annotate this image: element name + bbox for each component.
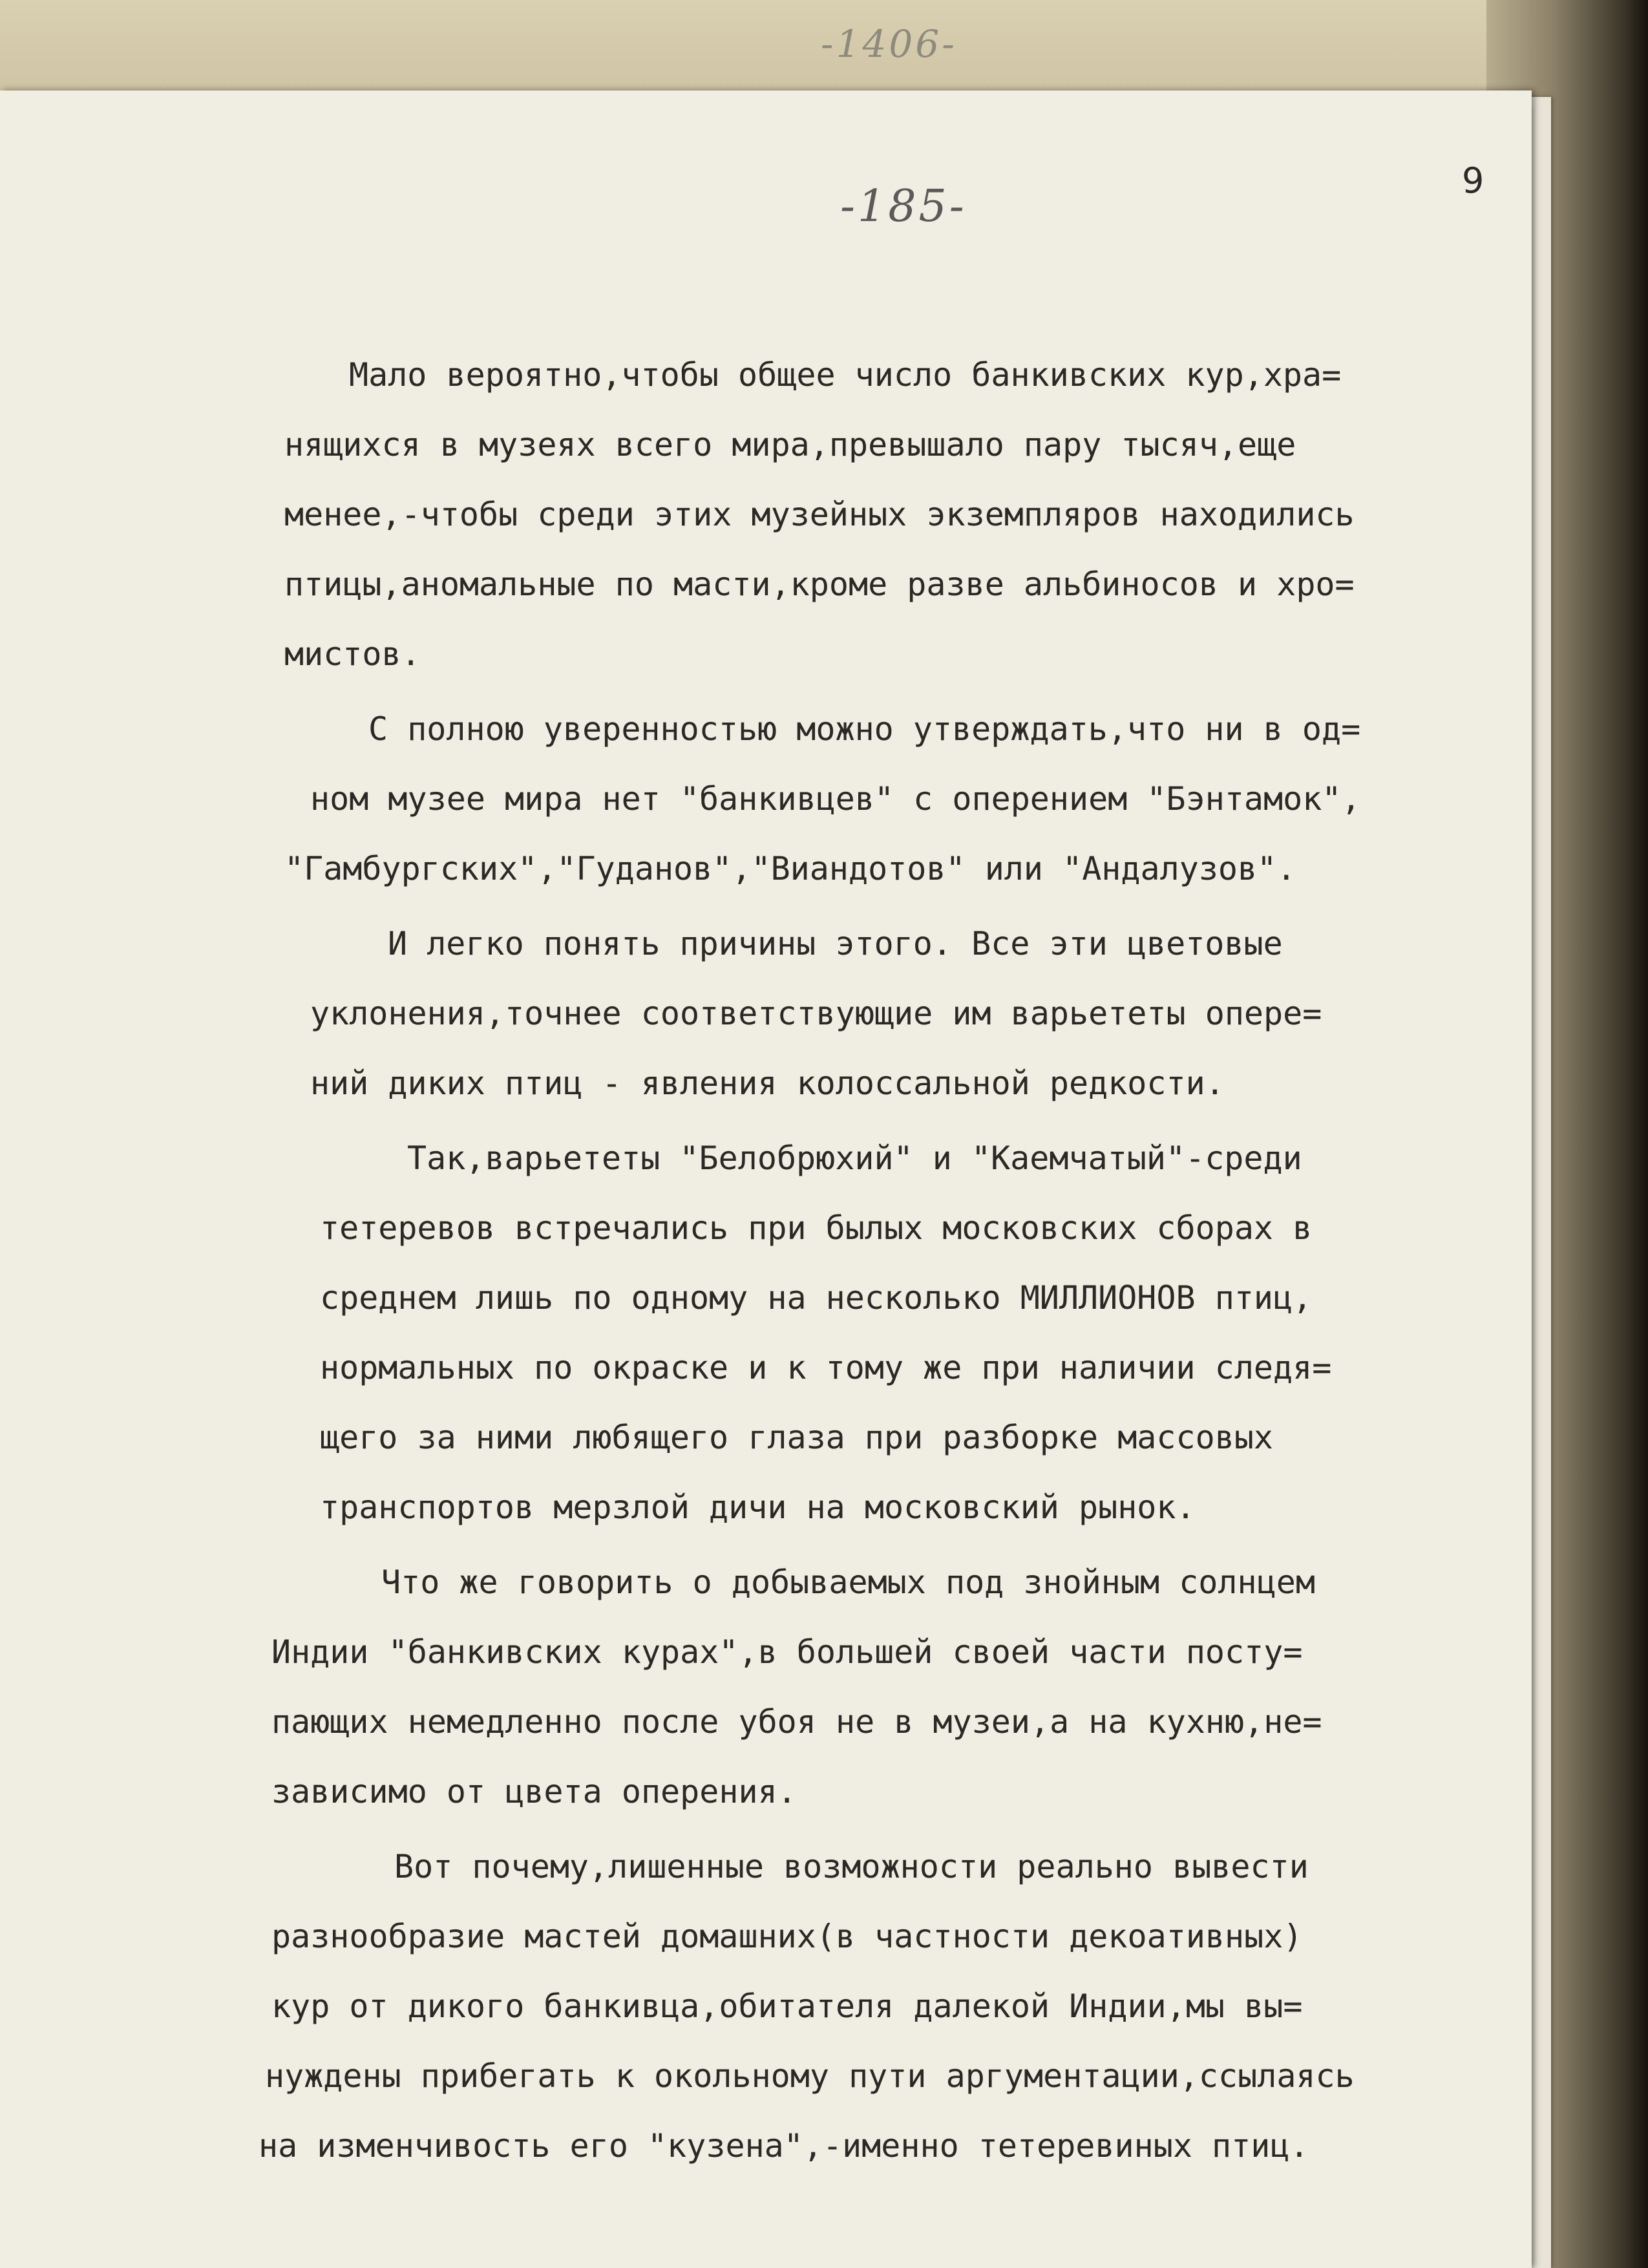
text-line: С полною уверенностью можно утверждать,что ни в од= xyxy=(368,710,1361,748)
text-line: уклонения,точнее соответствующие им варьететы опере= xyxy=(310,995,1322,1032)
text-line: ном музее мира нет "банкивцев" с оперением "Бэнтамок", xyxy=(310,780,1361,818)
paragraph xyxy=(259,1123,1499,1542)
text-line: И легко понять причины этого. Все эти цветовые xyxy=(388,925,1283,962)
page-number-handwritten: -185- xyxy=(840,181,967,232)
text-line: щего за ними любящего глаза при разборке массовых xyxy=(320,1419,1274,1456)
page-number-corner: 9 xyxy=(1462,160,1484,201)
text-line: разнообразие мастей домашних(в частности декоативных) xyxy=(271,1918,1303,1955)
text-line: пающих немедленно после убоя не в музеи,а на кухню,не= xyxy=(271,1703,1322,1741)
paragraph xyxy=(259,1832,1499,2181)
paragraph xyxy=(259,909,1499,1118)
body-text xyxy=(259,340,1499,2186)
text-line: нящихся в музеях всего мира,превышало пару тысяч,еще xyxy=(284,426,1296,463)
text-line: менее,-чтобы среди этих музейных экземпляров находились xyxy=(284,496,1355,533)
text-line: нормальных по окраске и к тому же при наличии следя= xyxy=(320,1349,1332,1386)
typed-page xyxy=(0,90,1532,2268)
text-line: Вот почему,лишенные возможности реально вывести xyxy=(394,1848,1309,1885)
text-line: кур от дикого банкивца,обитателя далекой Индии,мы вы= xyxy=(271,1987,1303,2025)
text-line: тетеревов встречались при былых московских сборах в xyxy=(320,1209,1313,1247)
text-line: Индии "банкивских курах",в большей своей части посту= xyxy=(271,1633,1303,1671)
paragraph xyxy=(259,694,1499,904)
text-line: мистов. xyxy=(284,635,421,673)
text-line: "Гамбургских","Гуданов","Виандотов" или "Андалузов". xyxy=(284,850,1296,887)
text-line: транспортов мерзлой дичи на московский рынок. xyxy=(320,1489,1196,1526)
archive-number: -1406- xyxy=(821,22,957,66)
text-line: Так,варьететы "Белобрюхий" и "Каемчатый"-среди xyxy=(407,1139,1302,1177)
text-line: зависимо от цвета оперения. xyxy=(271,1773,797,1810)
text-line: нуждены прибегать к окольному пути аргументации,ссылаясь xyxy=(265,2057,1355,2095)
text-line: ний диких птиц - явления колоссальной редкости. xyxy=(310,1065,1225,1102)
text-line: Что же говорить о добываемых под знойным солнцем xyxy=(381,1563,1315,1601)
text-line: птицы,аномальные по масти,кроме разве альбиносов и хро= xyxy=(284,566,1355,603)
text-line: Мало вероятно,чтобы общее число банкивских кур,хра= xyxy=(349,356,1342,394)
text-line: среднем лишь по одному на несколько МИЛЛИОНОВ птиц, xyxy=(320,1279,1313,1317)
text-line: на изменчивость его "кузена",-именно тетеревиных птиц. xyxy=(259,2127,1309,2165)
paragraph xyxy=(259,1547,1499,1827)
paragraph xyxy=(259,340,1499,689)
